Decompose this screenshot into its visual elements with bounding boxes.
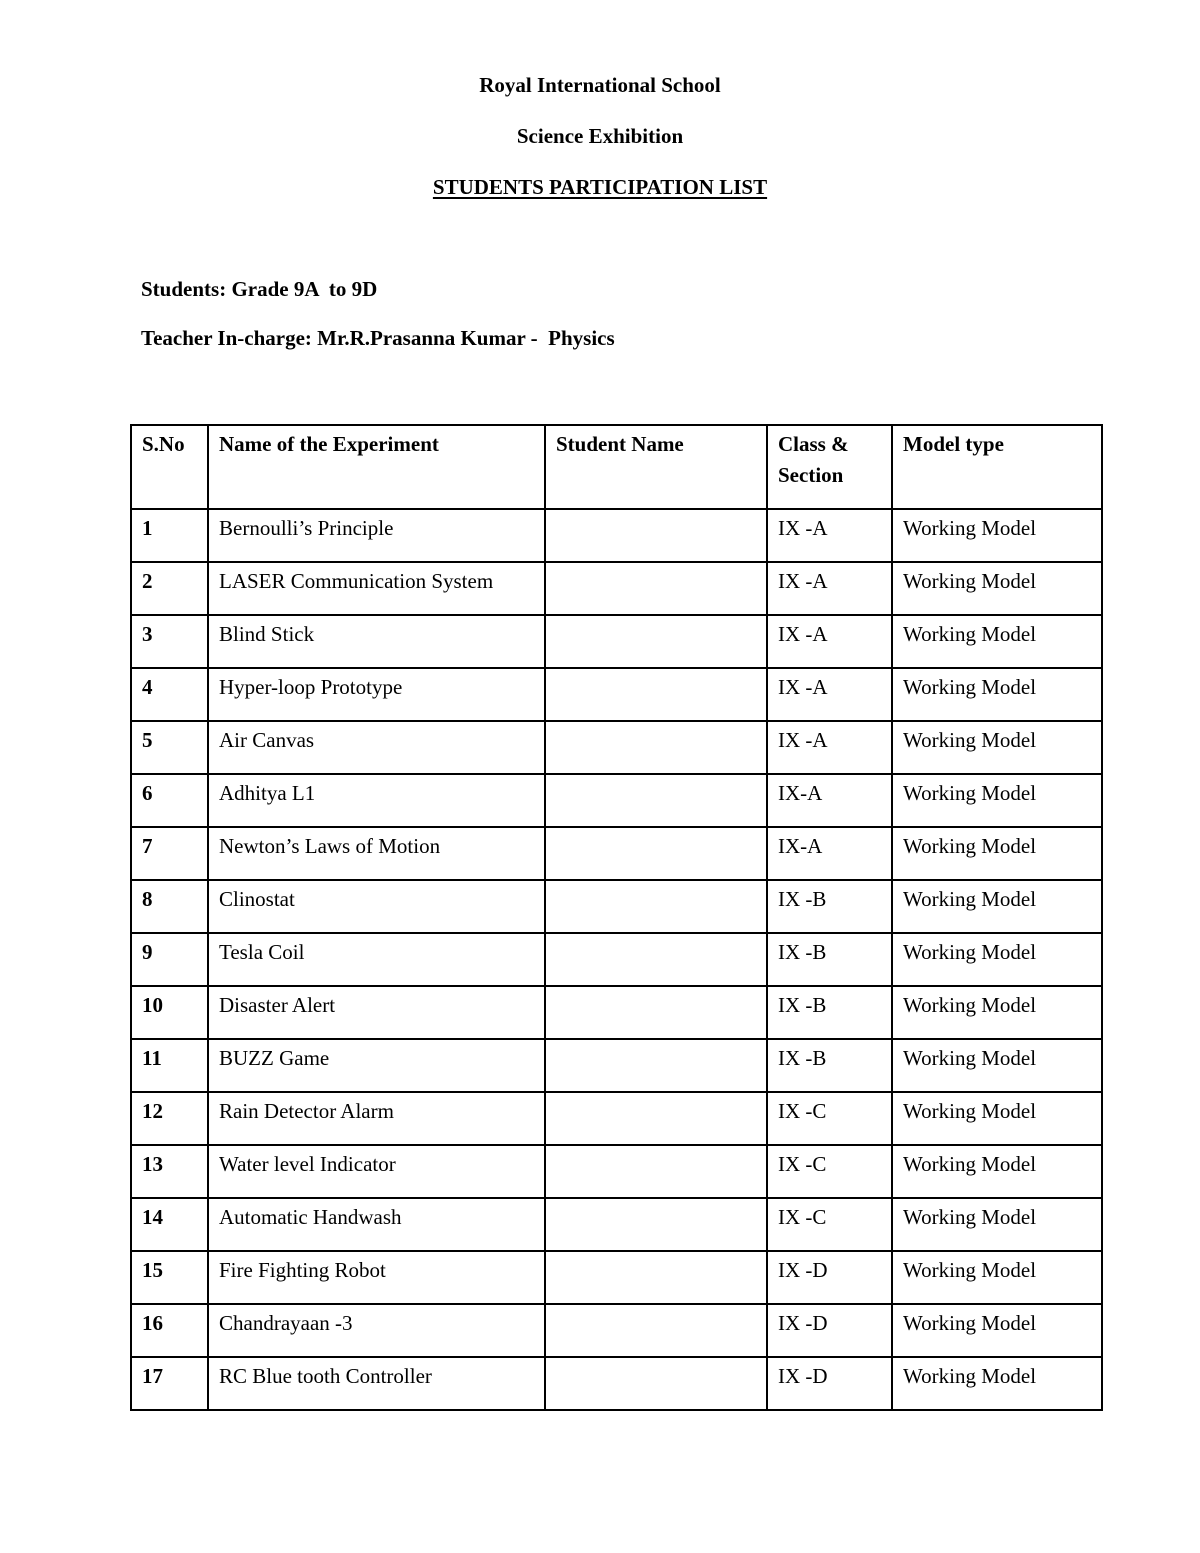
cell-sno: 6	[131, 774, 208, 827]
cell-sno: 5	[131, 721, 208, 774]
table-row	[131, 1092, 1102, 1145]
cell-sno: 12	[131, 1092, 208, 1145]
table-body	[131, 509, 1102, 1410]
cell-model-type: Working Model	[892, 615, 1102, 668]
table-header-row	[131, 425, 1102, 509]
cell-student-name	[545, 509, 767, 562]
table-row	[131, 1145, 1102, 1198]
table-row	[131, 827, 1102, 880]
cell-class-section: IX -A	[767, 721, 892, 774]
cell-experiment: Air Canvas	[208, 721, 545, 774]
cell-class-section: IX-A	[767, 827, 892, 880]
cell-student-name	[545, 721, 767, 774]
cell-student-name	[545, 668, 767, 721]
cell-sno: 8	[131, 880, 208, 933]
cell-experiment: Adhitya L1	[208, 774, 545, 827]
participation-table	[130, 424, 1103, 1411]
cell-student-name	[545, 827, 767, 880]
cell-experiment: Chandrayaan -3	[208, 1304, 545, 1357]
cell-sno: 11	[131, 1039, 208, 1092]
table-row	[131, 1357, 1102, 1410]
cell-model-type: Working Model	[892, 668, 1102, 721]
table-row	[131, 1251, 1102, 1304]
cell-experiment: RC Blue tooth Controller	[208, 1357, 545, 1410]
cell-experiment: Clinostat	[208, 880, 545, 933]
cell-experiment: Blind Stick	[208, 615, 545, 668]
cell-model-type: Working Model	[892, 986, 1102, 1039]
cell-class-section: IX-A	[767, 774, 892, 827]
cell-student-name	[545, 880, 767, 933]
cell-student-name	[545, 1251, 767, 1304]
cell-experiment: Fire Fighting Robot	[208, 1251, 545, 1304]
cell-class-section: IX -D	[767, 1357, 892, 1410]
table-row	[131, 1039, 1102, 1092]
table-row	[131, 933, 1102, 986]
table-row	[131, 615, 1102, 668]
cell-experiment: Bernoulli’s Principle	[208, 509, 545, 562]
cell-sno: 10	[131, 986, 208, 1039]
cell-sno: 13	[131, 1145, 208, 1198]
teacher-in-charge-line: Teacher In-charge: Mr.R.Prasanna Kumar - Physics	[141, 326, 615, 350]
cell-model-type: Working Model	[892, 1145, 1102, 1198]
cell-sno: 14	[131, 1198, 208, 1251]
cell-class-section: IX -D	[767, 1251, 892, 1304]
cell-student-name	[545, 1304, 767, 1357]
table-row	[131, 509, 1102, 562]
cell-class-section: IX -B	[767, 933, 892, 986]
cell-experiment: LASER Communication System	[208, 562, 545, 615]
header-experiment: Name of the Experiment	[208, 425, 545, 509]
cell-model-type: Working Model	[892, 1039, 1102, 1092]
school-name: Royal International School	[479, 73, 721, 97]
cell-class-section: IX -C	[767, 1198, 892, 1251]
cell-experiment: Newton’s Laws of Motion	[208, 827, 545, 880]
cell-model-type: Working Model	[892, 1092, 1102, 1145]
table-row	[131, 562, 1102, 615]
cell-sno: 2	[131, 562, 208, 615]
cell-sno: 7	[131, 827, 208, 880]
cell-student-name	[545, 986, 767, 1039]
cell-student-name	[545, 1145, 767, 1198]
cell-student-name	[545, 615, 767, 668]
cell-experiment: Hyper-loop Prototype	[208, 668, 545, 721]
cell-class-section: IX -C	[767, 1145, 892, 1198]
cell-sno: 4	[131, 668, 208, 721]
table-row	[131, 880, 1102, 933]
cell-model-type: Working Model	[892, 1304, 1102, 1357]
header-model-type: Model type	[892, 425, 1102, 509]
cell-model-type: Working Model	[892, 509, 1102, 562]
cell-class-section: IX -B	[767, 1039, 892, 1092]
cell-class-section: IX -A	[767, 668, 892, 721]
cell-experiment: BUZZ Game	[208, 1039, 545, 1092]
cell-student-name	[545, 933, 767, 986]
cell-class-section: IX -A	[767, 562, 892, 615]
header-class-section: Class & Section	[767, 425, 892, 509]
cell-student-name	[545, 774, 767, 827]
cell-model-type: Working Model	[892, 933, 1102, 986]
cell-model-type: Working Model	[892, 774, 1102, 827]
cell-experiment: Rain Detector Alarm	[208, 1092, 545, 1145]
cell-student-name	[545, 1198, 767, 1251]
cell-model-type: Working Model	[892, 721, 1102, 774]
cell-sno: 9	[131, 933, 208, 986]
cell-sno: 15	[131, 1251, 208, 1304]
cell-class-section: IX -C	[767, 1092, 892, 1145]
cell-class-section: IX -A	[767, 615, 892, 668]
cell-model-type: Working Model	[892, 1357, 1102, 1410]
cell-model-type: Working Model	[892, 1198, 1102, 1251]
cell-experiment: Automatic Handwash	[208, 1198, 545, 1251]
cell-class-section: IX -D	[767, 1304, 892, 1357]
cell-model-type: Working Model	[892, 562, 1102, 615]
cell-student-name	[545, 562, 767, 615]
cell-class-section: IX -B	[767, 986, 892, 1039]
cell-sno: 17	[131, 1357, 208, 1410]
table-row	[131, 1198, 1102, 1251]
table-row	[131, 774, 1102, 827]
cell-sno: 16	[131, 1304, 208, 1357]
event-name: Science Exhibition	[516, 124, 684, 148]
cell-model-type: Working Model	[892, 880, 1102, 933]
cell-class-section: IX -A	[767, 509, 892, 562]
cell-experiment: Disaster Alert	[208, 986, 545, 1039]
header-student-name: Student Name	[545, 425, 767, 509]
cell-sno: 1	[131, 509, 208, 562]
table-row	[131, 986, 1102, 1039]
cell-sno: 3	[131, 615, 208, 668]
cell-model-type: Working Model	[892, 827, 1102, 880]
table-row	[131, 668, 1102, 721]
cell-experiment: Tesla Coil	[208, 933, 545, 986]
header-sno: S.No	[131, 425, 208, 509]
cell-student-name	[545, 1092, 767, 1145]
cell-experiment: Water level Indicator	[208, 1145, 545, 1198]
cell-student-name	[545, 1357, 767, 1410]
cell-student-name	[545, 1039, 767, 1092]
students-line: Students: Grade 9A to 9D	[141, 277, 378, 301]
cell-class-section: IX -B	[767, 880, 892, 933]
list-title: STUDENTS PARTICIPATION LIST	[432, 175, 768, 199]
table-row	[131, 721, 1102, 774]
table-row	[131, 1304, 1102, 1357]
cell-model-type: Working Model	[892, 1251, 1102, 1304]
